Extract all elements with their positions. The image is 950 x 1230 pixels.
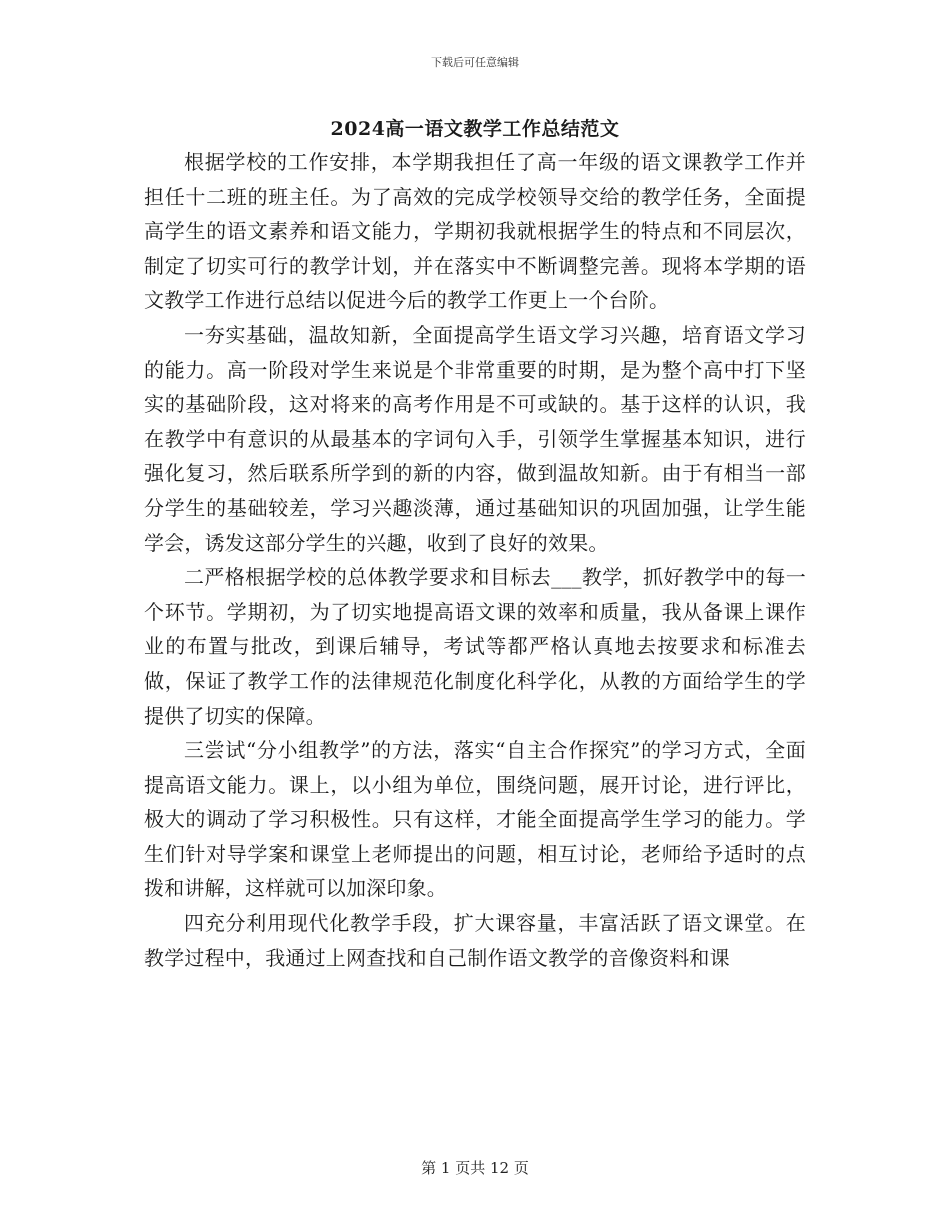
page-number: 第 1 页共 12 页	[421, 1159, 529, 1177]
paragraph-section-1: 一夯实基础，温故知新，全面提高学生语文学习兴趣，培育语文学习的能力。高一阶段对学生来说是个非常重要的时期，是为整个高中打下坚实的基础阶段，这对将来的高考作用是不可或缺的。基于这样的认识，我在教学中有意识的从最基本的字词句入手，引领学生掌握基本知识，进行强化复习，然后联系所学到的新的内容，做到温故知新。由于有相当一部分学生的基础较差，学习兴趣淡薄，通过基础知识的巩固加强，让学生能学会，诱发这部分学生的兴趣，收到了良好的效果。	[144, 322, 806, 555]
paragraph-section-3: 三尝试“分小组教学”的方法，落实“自主合作探究”的学习方式，全面提高语文能力。课上，以小组为单位，围绕问题，展开讨论，进行评比，极大的调动了学习积极性。只有这样，才能全面提高学生学习的能力。学生们针对导学案和课堂上老师提出的问题，相互讨论，老师给予适时的点拨和讲解，这样就可以加深印象。	[144, 738, 806, 901]
header-note: 下载后可任意编辑	[431, 56, 519, 69]
paragraph-intro: 根据学校的工作安排，本学期我担任了高一年级的语文课教学工作并担任十二班的班主任。为了高效的完成学校领导交给的教学任务，全面提高学生的语文素养和语文能力，学期初我就根据学生的特点和不同层次，制定了切实可行的教学计划，并在落实中不断调整完善。现将本学期的语文教学工作进行总结以促进今后的教学工作更上一个台阶。	[144, 150, 806, 313]
document-title: 2024高一语文教学工作总结范文	[330, 118, 620, 140]
paragraph-section-2: 二严格根据学校的总体教学要求和目标去___教学，抓好教学中的每一个环节。学期初，为了切实地提高语文课的效率和质量，我从备课上课作业的布置与批改，到课后辅导，考试等都严格认真地去按要求和标准去做，保证了教学工作的法律规范化制度化科学化，从教的方面给学生的学提供了切实的保障。	[144, 565, 806, 728]
paragraph-section-4: 四充分利用现代化教学手段，扩大课容量，丰富活跃了语文课堂。在教学过程中，我通过上网查找和自己制作语文教学的音像资料和课	[144, 911, 806, 970]
document-body	[144, 145, 806, 975]
